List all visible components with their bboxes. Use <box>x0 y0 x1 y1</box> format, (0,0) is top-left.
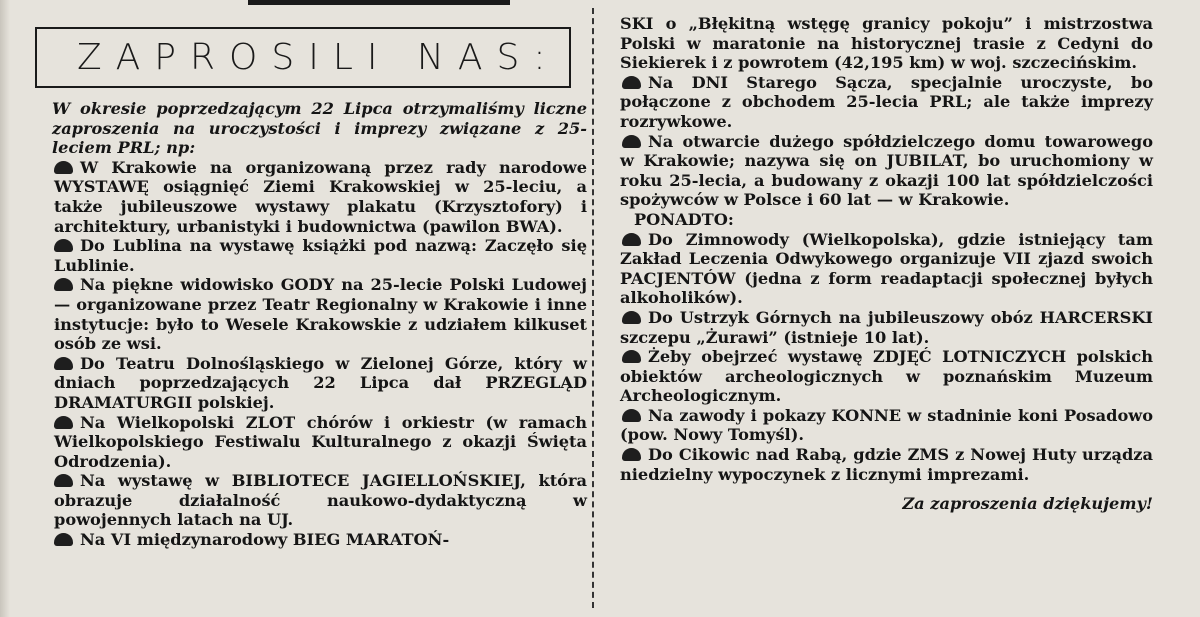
headline: ZAPROSILI NAS: <box>77 37 560 78</box>
bullet-icon <box>622 448 641 461</box>
list-item: Na VI międzynarodowy BIEG MARATOŃ- <box>14 530 587 550</box>
right-column <box>598 14 1153 514</box>
section-heading: PONADTO: <box>634 209 734 229</box>
list-item: Na zawody i pokazy KONNE w stadninie koni Posadowo (pow. Nowy Tomyśl). <box>620 405 1153 445</box>
left-column <box>14 99 587 550</box>
column-divider <box>592 8 594 608</box>
bullet-icon <box>622 311 641 324</box>
bullet-icon <box>54 416 73 429</box>
list-item: Do Zimnowody (Wielkopolska), gdzie istniejący tam Zakład Leczenia Odwykowego organizuje VII zjazd swoich PACJENTÓW (jedna z form readaptacji społecznej byłych alkoholików). <box>620 229 1153 308</box>
list-item: Żeby obejrzeć wystawę ZDJĘĆ LOTNICZYCH polskich obiektów archeologicznych w poznańskim Muzeum Archeologicznym. <box>620 347 1153 406</box>
continued-paragraph: SKI o „Błękitną wstęgę granicy pokoju” i mistrzostwa Polski w maratonie na historycznej trasie z Cedyni do Siekierek i z powrotem (42,195 km) w woj. szczecińskim. <box>620 14 1153 73</box>
bullet-icon <box>622 233 641 246</box>
list-item: Do Cikowic nad Rabą, gdzie ZMS z Nowej Huty urządza niedzielny wypoczynek z licznymi imprezami. <box>620 445 1153 484</box>
closing-line: Za zaproszenia dziękujemy! <box>902 494 1153 514</box>
bullet-icon <box>54 357 73 370</box>
list-item: Na otwarcie dużego spółdzielczego domu towarowego w Krakowie; nazywa się on JUBILAT, bo uruchomiony w roku 25-lecia, a budowany z okazji 100 lat spółdzielczości spożywców w Polsce i 60 lat — w Krakowie. <box>620 131 1153 210</box>
list-item: Na Wielkopolski ZLOT chórów i orkiestr (w ramach Wielkopolskiego Festiwalu Kulturalnego z okazji Święta Odrodzenia). <box>54 412 587 471</box>
bullet-icon <box>622 135 641 148</box>
list-item: W Krakowie na organizowaną przez rady narodowe WYSTAWĘ osiągnięć Ziemi Krakowskiej w 25-leciu, a także jubileuszowe wystawy plakatu (Krzysztofory) i architektury, urbanistyki i budownictwa (pawilon BWA). <box>54 157 587 236</box>
list-item: Na DNI Starego Sącza, specjalnie uroczyste, bo połączone z obchodem 25-lecia PRL; ale także imprezy rozrywkowe. <box>620 72 1153 131</box>
headline-frame <box>35 27 571 88</box>
bullet-icon <box>54 239 73 252</box>
page-edge-shadow <box>0 0 10 617</box>
bullet-icon <box>54 278 73 291</box>
bullet-icon <box>54 474 73 487</box>
bullet-icon <box>622 409 641 422</box>
list-item: Na wystawę w BIBLIOTECE JAGIELLOŃSKIEJ, która obrazuje działalność naukowo-dydaktyczną w powojennych latach na UJ. <box>54 471 587 530</box>
bullet-icon <box>622 350 641 363</box>
list-item: Do Ustrzyk Górnych na jubileuszowy obóz HARCERSKI szczepu „Żurawi” (istnieje 10 lat). <box>620 307 1153 347</box>
bullet-icon <box>54 533 73 546</box>
bullet-icon <box>54 161 73 174</box>
top-rule <box>248 0 510 5</box>
list-item: Do Teatru Dolnośląskiego w Zielonej Górze, który w dniach poprzedzających 22 Lipca dał PRZEGLĄD DRAMATURGII polskiej. <box>54 353 587 412</box>
list-item: Do Lublina na wystawę książki pod nazwą: Zaczęło się Lublinie. <box>54 236 587 275</box>
bullet-icon <box>622 76 641 89</box>
intro-paragraph: W okresie poprzedzającym 22 Lipca otrzymaliśmy liczne zaproszenia na uroczystości i imprezy związane z 25-leciem PRL; np: <box>52 99 587 158</box>
list-item: Na piękne widowisko GODY na 25-lecie Polski Ludowej — organizowane przez Teatr Regionalny w Krakowie i inne instytucje: było to Wesele Krakowskie z udziałem kilkuset osób ze wsi. <box>54 275 587 354</box>
